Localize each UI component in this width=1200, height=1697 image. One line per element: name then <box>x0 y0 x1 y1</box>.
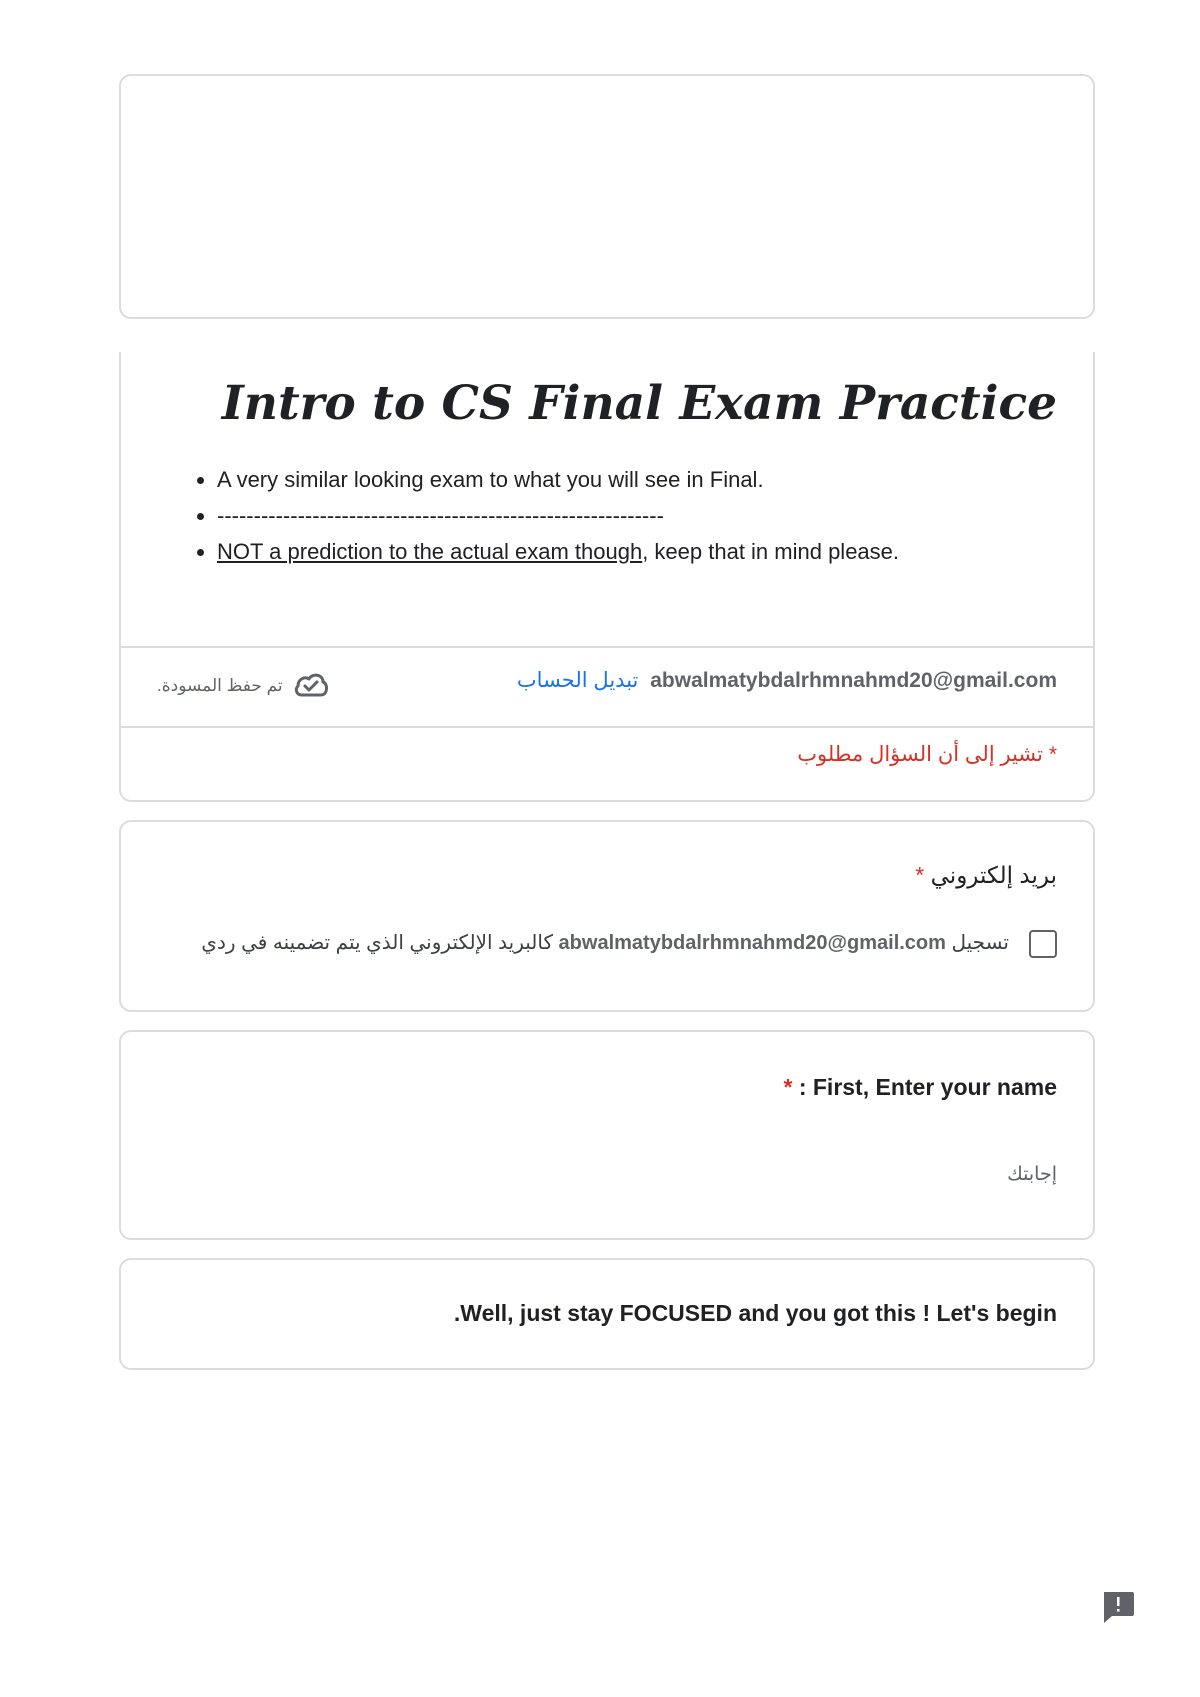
description-item <box>217 462 899 498</box>
name-answer-input[interactable] <box>587 1154 1057 1194</box>
description-divider: ------------------------------------------------------------- <box>217 503 664 528</box>
record-suffix: كالبريد الإلكتروني الذي يتم تضمينه في ردي <box>201 932 553 954</box>
closing-text: .Well, just stay FOCUSED and you got this ! Let's begin <box>453 1300 1057 1326</box>
form-title: Intro to CS Final Exam Practice <box>221 376 1057 431</box>
email-label-text: بريد إلكتروني <box>930 862 1057 888</box>
feedback-icon[interactable] <box>1101 1590 1135 1629</box>
record-prefix: تسجيل <box>951 932 1009 954</box>
description-item <box>217 498 899 534</box>
record-email-label <box>201 930 1009 955</box>
description-underlined: NOT a prediction to the actual exam though <box>217 539 643 564</box>
form-header-card <box>119 352 1095 802</box>
email-question-card <box>119 820 1095 1012</box>
record-email-address: abwalmatybdalrhmnahmd20@gmail.com <box>558 932 946 954</box>
description-item <box>217 534 899 570</box>
name-question-card <box>119 1030 1095 1240</box>
description-line-1: A very similar looking exam to what you will see in Final. <box>217 467 764 492</box>
account-info <box>517 668 1057 693</box>
email-question-label <box>915 862 1057 889</box>
required-note: * تشير إلى أن السؤال مطلوب <box>797 743 1057 766</box>
form-description <box>191 462 899 570</box>
required-asterisk: * <box>783 1074 793 1100</box>
name-question-label <box>783 1074 1057 1101</box>
account-row <box>121 646 1093 728</box>
draft-saved-status: تم حفظ المسودة. <box>157 676 283 695</box>
closing-card <box>119 1258 1095 1370</box>
cloud-done-icon <box>293 670 329 703</box>
switch-account-link[interactable]: تبديل الحساب <box>516 669 639 692</box>
header-banner <box>119 74 1095 319</box>
name-label-text: : First, Enter your name <box>792 1074 1057 1100</box>
record-email-checkbox[interactable] <box>1029 930 1057 958</box>
required-asterisk: * <box>915 862 925 888</box>
account-email: abwalmatybdalrhmnahmd20@gmail.com <box>650 669 1057 692</box>
description-rest: , keep that in mind please. <box>642 539 900 564</box>
